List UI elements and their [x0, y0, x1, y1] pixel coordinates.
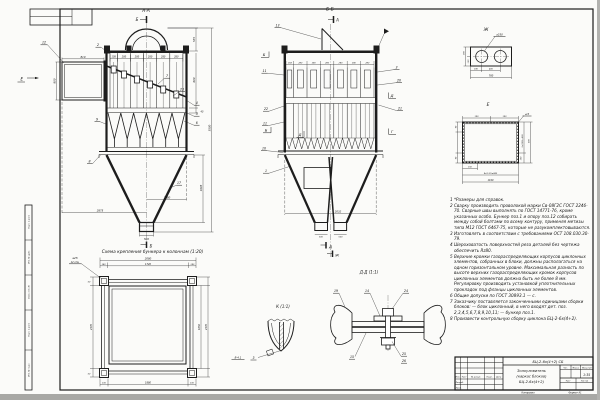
- dim-label: 158: [287, 62, 292, 65]
- callout: 22: [263, 107, 269, 111]
- callout: 11: [262, 69, 267, 73]
- view-marker: Д: [298, 133, 302, 137]
- dim-label: 90: [455, 156, 458, 160]
- callout: 6: [195, 121, 198, 125]
- detail-e: [456, 102, 533, 184]
- tb-col-label: № докум.: [471, 376, 481, 379]
- margin-stamp-label: Инв. № дубл.: [28, 250, 31, 264]
- dia-label: ⌀250: [496, 33, 503, 37]
- note-item: 5 Верхние кромки газораспределяющих корпусов циклонных элементов, собранных в блоки, должны располагаться на одном горизонтальном уровне. Максимальная разность по высоте верхних газораспределяющих кромок корпусов циклонных элементов должна быть не более 8 мм. Регулировку производить установкой уплотнительных прокладок под фланцы циклонных элементов.: [450, 253, 586, 292]
- dim-label: 280: [351, 62, 356, 65]
- dim-label: 800: [53, 78, 57, 84]
- dim-label: 600: [528, 139, 531, 143]
- title-block: [455, 357, 593, 394]
- dim-label: 45: [200, 110, 204, 114]
- dim-label: 810: [80, 56, 86, 59]
- view-marker: Б: [262, 52, 266, 57]
- callout: 11: [262, 121, 268, 126]
- dim-label: 280: [365, 62, 370, 65]
- dim-label: 280: [161, 55, 166, 59]
- note-item: 2 Сварку производить проволокой марки Св-08Г2С ГОСТ 2246-70. Сварные швы выполнять по ГОСТ 14771-76, кроме указанных особо. Бункер поз.1 и опору поз.12 собирать между собой болтами по всему контуру, применяя метизы типа М12 ГОСТ 6467-75, которые не разукомплектовываются.: [450, 202, 591, 230]
- dim-label: 150: [468, 59, 471, 64]
- dim-label: 50: [87, 281, 91, 284]
- dim-label: 760: [488, 74, 494, 78]
- callout: 25: [401, 352, 407, 356]
- note-item: 3 Изготовлять в соответствии с требованиями ОСТ 108.030.30-79.: [450, 230, 589, 242]
- dim-label: 280: [121, 55, 127, 59]
- bb-pitch-dims: [286, 61, 374, 68]
- callout: 21: [397, 106, 403, 111]
- callout: 12: [41, 40, 47, 45]
- dim-label: 280: [174, 55, 179, 59]
- dim-label: 280: [298, 62, 303, 65]
- margin-stamp-label: Инв. № подл.: [28, 363, 31, 377]
- callout: 3: [395, 65, 398, 70]
- dim-label: 280: [134, 55, 140, 59]
- callout: 17: [176, 181, 182, 185]
- dim-label: 400: [489, 68, 493, 71]
- dim-label: 158: [111, 55, 116, 59]
- aa-bottom-dims: [62, 102, 187, 214]
- detail-e-title: Е: [486, 103, 490, 108]
- dim-label: 280: [311, 62, 316, 65]
- dim-label: 2170: [89, 323, 93, 331]
- dim-label: 180: [474, 68, 478, 71]
- callout: 9: [95, 117, 99, 122]
- weld-ref-label: В-4.1: [234, 356, 242, 360]
- callout: 4: [195, 101, 198, 105]
- detail-zh: [464, 27, 512, 79]
- callout: 3: [252, 355, 255, 360]
- section-marker-a: А: [336, 17, 339, 23]
- dim-label: 600: [193, 77, 196, 83]
- dim-label: 1880: [163, 196, 171, 200]
- dim-label: 1190: [487, 179, 494, 183]
- hole-callout: 12 отв.: [70, 260, 80, 264]
- dim-label: 100: [190, 382, 194, 385]
- tb-footer-format: Формат А1: [568, 391, 582, 395]
- scan-edge-bottom: [0, 394, 600, 400]
- dim-label: 500: [338, 236, 343, 239]
- technical-notes: [450, 197, 592, 322]
- dim-label: 150: [520, 156, 523, 161]
- callout: 2: [96, 43, 100, 47]
- tb-sheet-label: Листов: [580, 380, 589, 383]
- callout: 19: [333, 289, 339, 293]
- note-item: 8 Произвести контрольную сборку циклона БЦ-2-6х(4+2).: [450, 315, 578, 321]
- callout: 8: [88, 159, 91, 164]
- tb-row-label: Разраб.: [455, 382, 464, 385]
- detail-dd-title: Д-Д (1:1): [359, 269, 379, 275]
- plan-beams: [102, 280, 194, 375]
- dim-label: 1605: [200, 184, 203, 192]
- hole-label: ⌀13: [524, 112, 530, 116]
- dim-label: 180: [190, 264, 195, 266]
- dim-label: 2875: [96, 209, 104, 213]
- dim-label: 1880: [144, 381, 152, 385]
- plan-caption: Схема крепления бункера к колоннам (1:20): [101, 250, 204, 255]
- tb-col-label: Изм.: [455, 376, 461, 379]
- dim-label: 1720: [144, 263, 152, 266]
- note-item: 6 Общие допуски по ГОСТ 30893.1 — с.: [450, 292, 536, 298]
- detail-k-title: К (1:1): [276, 304, 290, 309]
- view-marker: Б: [264, 127, 268, 133]
- dim-label: 300: [463, 51, 466, 55]
- view-marker-zh: Ж: [334, 252, 340, 258]
- callout: 10: [261, 146, 267, 151]
- callout: 15: [349, 355, 355, 359]
- tb-name-line: БЦ-2-6х(4+2): [519, 380, 544, 384]
- dim-label: 150: [468, 166, 472, 169]
- view-aa-title: А-А: [142, 9, 150, 14]
- hole-callout: ⌀25: [72, 256, 78, 260]
- tb-name-line: Золоуловитель: [517, 369, 546, 373]
- tb-sheet-label: Лист: [565, 380, 571, 383]
- tb-right-header: Масштаб: [581, 367, 592, 370]
- callout: 5: [195, 112, 198, 116]
- dim-label: 1650: [198, 323, 201, 331]
- section-marker-d: Д: [329, 244, 332, 249]
- detail-k: [232, 304, 295, 360]
- tb-row-label: Пров.: [455, 387, 462, 390]
- tb-name-line: (каркас блоков): [516, 374, 547, 379]
- view-bb-title: Б-Б: [326, 7, 334, 13]
- callout: 24: [403, 289, 409, 293]
- dim-label: 2032: [334, 210, 342, 214]
- tb-col-label: Лист: [461, 376, 467, 379]
- plan-view: [69, 249, 210, 387]
- dim-label: 180: [101, 264, 106, 266]
- dim-label: 2080: [144, 257, 152, 261]
- view-marker-e: Е: [20, 76, 24, 82]
- callout: 7: [165, 74, 169, 78]
- section-marker-b-top: Б: [135, 17, 139, 22]
- note-item: 1 *Размеры для справок.: [450, 197, 505, 202]
- dim-label: 500: [319, 236, 323, 239]
- dim-label: 190: [502, 116, 507, 119]
- plan-columns: [100, 277, 197, 378]
- callout: 20: [396, 78, 402, 83]
- dim-label: 3х(150)=450: [522, 134, 525, 148]
- tb-right-header: Лит.: [563, 367, 568, 370]
- callout: 13: [275, 23, 280, 28]
- dim-label: 100: [102, 382, 106, 385]
- dim-label: 50: [87, 373, 91, 376]
- note-item: 7 Заказчику поставляется законченными единицами сборки блоков: — блок циклонный, в него входят дет. поз. 2,3,4,5,6,7,8,9,10,11; — бункер поз.1.: [450, 298, 584, 315]
- margin-stamp-label: Подп. и дата: [28, 323, 31, 337]
- dim-label: 280: [147, 55, 153, 59]
- tb-col-label: Дата: [496, 376, 502, 379]
- dim-label: 500: [144, 237, 149, 241]
- tb-doc-code: БЦ-2-6х(4+2) СБ: [532, 359, 564, 364]
- callout: 26: [401, 359, 407, 363]
- dim-label: 190: [474, 116, 479, 119]
- aa-inlet-duct: [18, 41, 107, 102]
- section-marker-b-bottom: Б: [149, 243, 153, 249]
- detail-dd: [331, 270, 446, 364]
- margin-stamp-label: Взам. инв. №: [28, 285, 31, 299]
- dim-label: 280: [338, 62, 343, 65]
- dim-label: 8х(110)=880: [483, 173, 498, 176]
- callout: 23: [179, 87, 185, 92]
- tb-right-header: Масса: [572, 367, 579, 370]
- dim-label: 280: [325, 62, 330, 65]
- callout: 1: [264, 169, 268, 173]
- margin-stamp-label: Подп. и дата: [28, 215, 31, 229]
- dim-label: 5500: [208, 124, 212, 132]
- tb-footer-copied: Копировал: [521, 391, 535, 395]
- dim-label: 2170: [205, 323, 208, 331]
- tb-scale-value: 1:35: [583, 373, 591, 377]
- callout: 14: [364, 289, 370, 293]
- view-marker: Г: [390, 129, 394, 134]
- view-marker: Д: [390, 93, 394, 98]
- view-bb: [261, 7, 403, 258]
- view-aa: [18, 8, 214, 249]
- dim-label: 535: [193, 37, 196, 42]
- detail-zh-title: Ж: [483, 28, 489, 33]
- tb-col-label: Подп.: [486, 376, 493, 379]
- note-item: 4 Шероховатость поверхностей реза деталей без чертежа обеспечить Rz80.: [450, 242, 580, 253]
- dim-label: 90: [455, 125, 458, 129]
